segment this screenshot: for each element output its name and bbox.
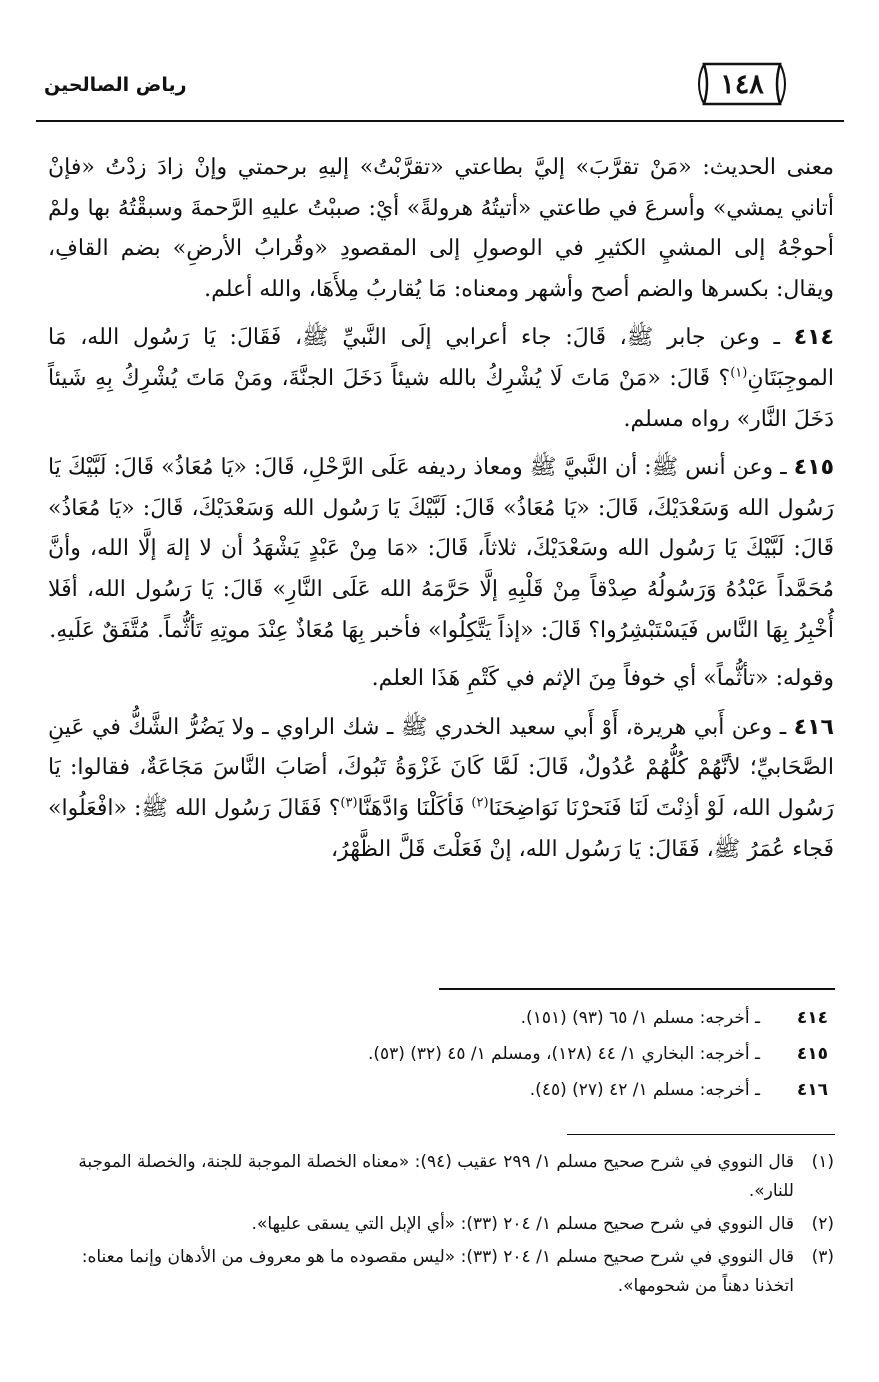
reference-number: ٤١٦	[796, 1080, 828, 1100]
reference-item	[48, 1036, 834, 1072]
reference-item	[48, 1000, 834, 1036]
footnote-item	[48, 1243, 834, 1301]
footnote-number: (٢)	[811, 1214, 834, 1234]
hadith-text: ؟ قَالَ: «مَنْ مَاتَ لَا يُشْرِكُ بالله شيئاً دَخَلَ الجنَّةَ، ومَنْ مَاتَ يُشْرِكُ بِهِ شَيئاً دَخَلَ النَّار» رواه مسلم.	[48, 365, 834, 432]
footnote-number: (١)	[811, 1152, 834, 1172]
reference-number: ٤١٥	[796, 1044, 828, 1064]
header-rule	[36, 120, 844, 122]
book-title: رياض الصالحين	[44, 74, 187, 96]
footnote-number: (٣)	[811, 1247, 834, 1267]
main-text	[48, 148, 834, 878]
hadith-number: ٤١٤	[793, 325, 834, 351]
reference-item	[48, 1072, 834, 1108]
reference-number: ٤١٤	[796, 1008, 828, 1028]
hadith-text: ـ وعن أَبي هريرة، أَوْ أَبي سعيد الخدري ﷺ ـ شك الراوي ـ ولا يَضُرُّ الشَّكُّ في عَينِ الصَّحَابيِّ؛ لأنَّهُمْ كُلُّهُمْ عُدُولٌ، قَالَ: لَمَّا كَانَ غَزْوَةُ تَبُوكَ، أصَابَ النَّاسَ مَجَاعَةٌ، فقالوا: يَا رَسُول الله، لَوْ أذِنْتَ لَنَا فَنَحرْنَا نَوَاضِحَنَا	[48, 714, 834, 821]
page-number: ١٤٨	[720, 68, 764, 100]
page-number-badge	[690, 62, 794, 106]
hadith-415	[48, 448, 834, 651]
hadith-number: ٤١٥	[793, 455, 835, 481]
hadith-explanation-paragraph: معنى الحديث: «مَنْ تقرَّبَ» إليَّ بطاعتي «تقرَّبْتُ» إليهِ برحمتي وإنْ زادَ زدْتُ «فإنْ أتاني يمشي» وأسرعَ في طاعتي «أتيتُهُ هرولةً» أيْ: صببْتُ عليهِ الرَّحمةَ وسبقْتُهُ بها ولمْ أحوجْهُ إلى المشيِ الكثيرِ في الوصولِ إلى المقصودِ «وقُرابُ الأرضِ» بضم القافِ، ويقال: بكسرها والضم أصح وأشهر ومعناه: مَا يُقاربُ مِلأَهَا، والله أعلم.	[48, 155, 834, 302]
footnotes-list	[48, 1148, 834, 1305]
footnotes-rule	[567, 1134, 835, 1135]
references-rule	[439, 988, 835, 990]
page-header	[36, 58, 844, 122]
footnote-text: قال النووي في شرح صحيح مسلم ١/ ٢٩٩ عقيب (٩٤): «معناه الخصلة الموجبة للجنة، والخصلة الموجبة للنار».	[78, 1152, 794, 1201]
hadith-text: ـ وعن أنس ﷺ: أن النَّبيَّ ﷺ ومعاذ رديفه عَلَى الرَّحْلِ، قَالَ: «يَا مُعَاذُ» قَالَ: لَبَّيْكَ يَا رَسُول الله وَسَعْدَيْكَ، قَالَ: «يَا مُعَاذُ» قَالَ: لَبَّيْكَ يَا رَسُول الله وَسَعْدَيْكَ، قَالَ: «يَا مُعَاذُ» قَالَ: لَبَّيْكَ يَا رَسُول الله وسَعْدَيْكَ، ثلاثاً، قَالَ: «مَا مِنْ عَبْدٍ يَشْهَدُ أن لا إلهَ إلَّا الله، وأنَّ مُحَمَّداً عَبْدُهُ وَرَسُولُهُ صِدْقاً مِنْ قَلْبِهِ إلَّا حَرَّمَهُ الله عَلَى النَّارِ» قَالَ: يَا رَسُول الله، أفَلا أُخْبِرُ بِهَا النَّاس فَيَسْتَبْشِرُوا؟ قَالَ: «إذاً يَتَّكِلُوا» فأخبر بِهَا مُعَاذٌ عِنْدَ موتِهِ تَأثُّماً. مُتَّفَقٌ عَلَيهِ.	[48, 455, 834, 643]
hadith-number: ٤١٦	[793, 714, 834, 740]
footnote-marker[interactable]: (٣)	[340, 795, 358, 811]
footnote-text: قال النووي في شرح صحيح مسلم ١/ ٢٠٤ (٣٣): «ليس مقصوده ما هو معروف من الأدهان وإنما معناه: اتخذنا دهناً من شحومها».	[81, 1247, 794, 1296]
footnote-marker[interactable]: (١)	[730, 365, 748, 381]
references-list	[48, 1000, 834, 1108]
reference-text: ـ أخرجه: مسلم ١/ ٦٥ (٩٣) (١٥١).	[520, 1008, 760, 1028]
reference-text: ـ أخرجه: مسلم ١/ ٤٢ (٢٧) (٤٥).	[529, 1080, 760, 1100]
footnote-item	[48, 1148, 834, 1206]
explanation-paragraph: وقوله: «تأثُّماً» أي خوفاً مِنَ الإثم في كَتْمِ هَذَا العلم.	[371, 666, 834, 692]
footnote-marker[interactable]: (٢)	[471, 795, 489, 811]
footnote-text: قال النووي في شرح صحيح مسلم ١/ ٢٠٤ (٣٣): «أي الإبل التي يسقى عليها».	[251, 1214, 794, 1234]
footnote-item	[48, 1210, 834, 1239]
hadith-text: ـ وعن جابر ﷺ، قَالَ: جاء أعرابي إلَى النَّبيِّ ﷺ، فَقَالَ: يَا رَسُول الله، مَا الموجِبَتَانِ	[48, 325, 834, 391]
hadith-text: فَأكَلْنَا وَادَّهَنَّا	[357, 795, 472, 821]
hadith-416	[48, 708, 834, 870]
hadith-414	[48, 318, 834, 440]
reference-text: ـ أخرجه: البخاري ١/ ٤٤ (١٢٨)، ومسلم ١/ ٤٥ (٣٢) (٥٣).	[367, 1044, 760, 1064]
hadith-text: ؟ فَقَالَ رَسُول الله ﷺ: «افْعَلُوا» فَجاء عُمَرُ ﷺ، فَقَالَ: يَا رَسُول الله، إنْ فَعَلْتَ قَلَّ الظَّهْرُ،	[48, 795, 834, 862]
